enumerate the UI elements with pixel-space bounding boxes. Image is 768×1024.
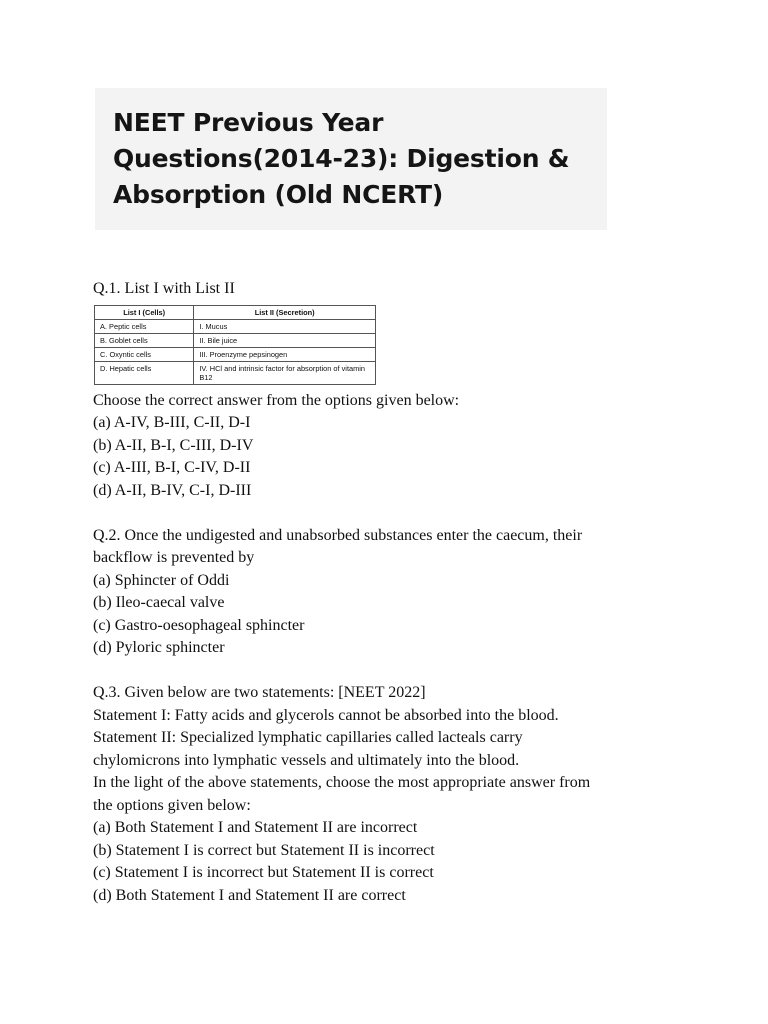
- table-cell: III. Proenzyme pepsinogen: [194, 347, 376, 361]
- q1-option-c: (c) A-III, B-I, C-IV, D-II: [93, 459, 251, 476]
- q3-statement-2-line-1: Statement II: Specialized lymphatic capillaries called lacteals carry: [93, 729, 523, 746]
- match-table: [94, 305, 376, 385]
- q3-statement-2-line-2: chylomicrons into lymphatic vessels and ultimately into the blood.: [93, 751, 520, 769]
- q1-option-b: (b) A-II, B-I, C-III, D-IV: [93, 436, 254, 454]
- table-cell: I. Mucus: [194, 319, 376, 333]
- table-cell: II. Bile juice: [194, 333, 376, 347]
- q2-option-d: (d) Pyloric sphincter: [93, 639, 225, 656]
- q2-question-line-1: Q.2. Once the undigested and unabsorbed substances enter the caecum, their: [93, 526, 583, 544]
- table-row: [95, 347, 376, 361]
- table-row: [95, 361, 376, 384]
- q1-prompt: Choose the correct answer from the options given below:: [93, 391, 460, 409]
- page-title-line-2: Questions(2014-23): Digestion &: [113, 144, 570, 173]
- spacer: [93, 660, 693, 683]
- q2-question-line-2: backflow is prevented by: [93, 549, 255, 566]
- q3-instruction-line-1: In the light of the above statements, choose the most appropriate answer from: [93, 774, 591, 791]
- spacer: [93, 502, 693, 525]
- table-header-row: [95, 305, 376, 319]
- table-cell: A. Peptic cells: [95, 319, 194, 333]
- q3-option-c: (c) Statement I is incorrect but Statement II is correct: [93, 864, 434, 881]
- q2-option-c: (c) Gastro-oesophageal sphincter: [93, 616, 305, 634]
- page-title-line-1: NEET Previous Year: [113, 108, 384, 137]
- table-header-list-1: List I (Cells): [95, 305, 194, 319]
- table-cell: B. Goblet cells: [95, 333, 194, 347]
- q3-option-d: (d) Both Statement I and Statement II are correct: [93, 886, 406, 904]
- table-cell: IV. HCl and intrinsic factor for absorption of vitamin B12: [194, 361, 376, 384]
- q3-question-line-1: Q.3. Given below are two statements: [NEET 2022]: [93, 684, 426, 701]
- table-cell: C. Oxyntic cells: [95, 347, 194, 361]
- q2-option-a: (a) Sphincter of Oddi: [93, 571, 230, 589]
- q3-instruction-line-2: the options given below:: [93, 796, 251, 814]
- table-row: [95, 333, 376, 347]
- page-title-line-3: Absorption (Old NCERT): [113, 180, 444, 209]
- q1-option-a: (a) A-IV, B-III, C-II, D-I: [93, 414, 251, 431]
- table-row: [95, 319, 376, 333]
- q3-statement-1: Statement I: Fatty acids and glycerols cannot be absorbed into the blood.: [93, 706, 559, 724]
- q1-option-d: (d) A-II, B-IV, C-I, D-III: [93, 481, 252, 499]
- document-body: [93, 278, 693, 907]
- q2-option-b: (b) Ileo-caecal valve: [93, 594, 225, 611]
- q1-question: Q.1. List I with List II: [93, 280, 235, 297]
- table-header-list-2: List II (Secretion): [194, 305, 376, 319]
- table-cell: D. Hepatic cells: [95, 361, 194, 384]
- q3-option-b: (b) Statement I is correct but Statement II is incorrect: [93, 841, 435, 859]
- q3-option-a: (a) Both Statement I and Statement II are incorrect: [93, 819, 418, 836]
